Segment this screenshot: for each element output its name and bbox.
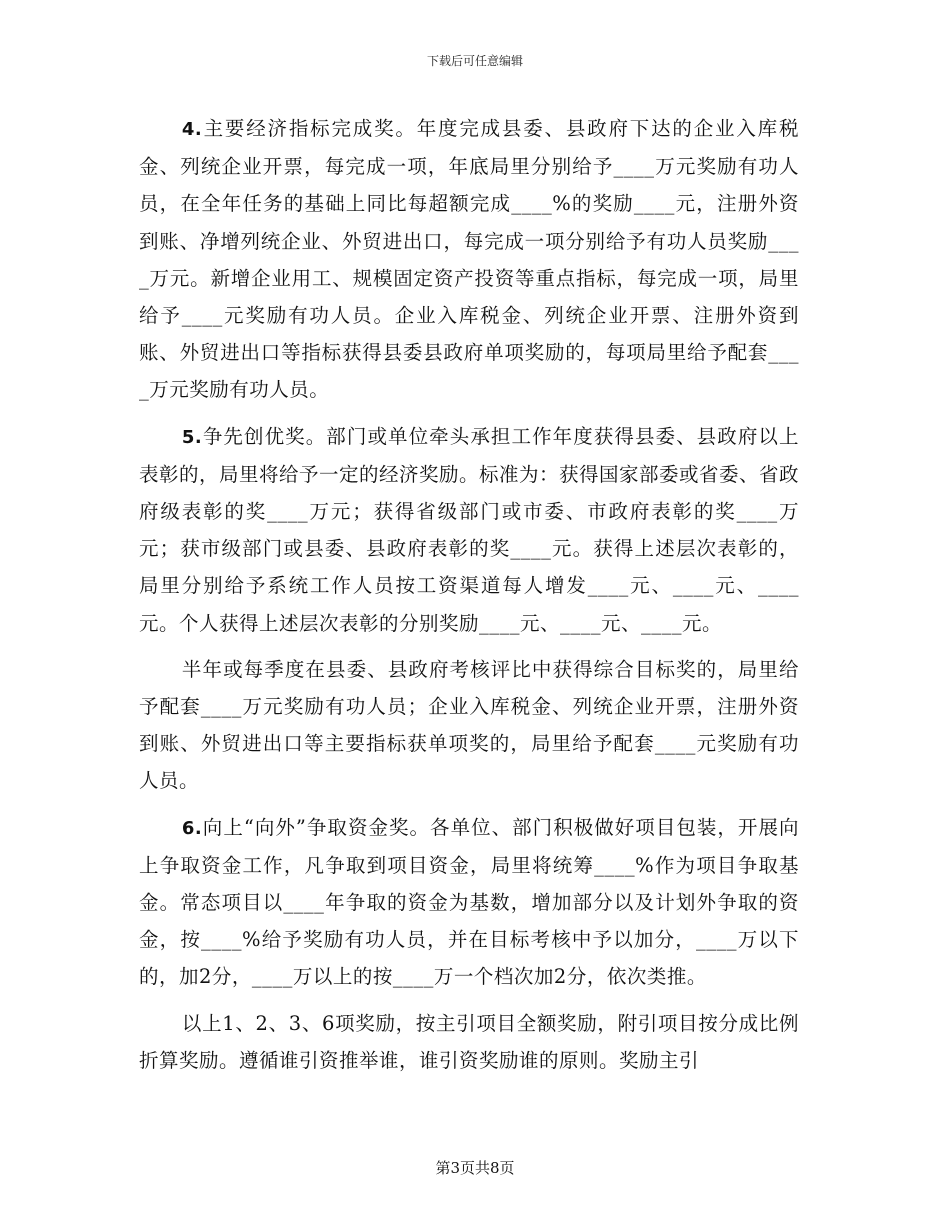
page-header: 下载后可任意编辑: [426, 54, 523, 68]
paragraph-summary: [139, 1005, 799, 1079]
paragraph-text: 以上1、2、3、6项奖励，按主引项目全额奖励，附引项目按分成比例折算奖励。遵循谁引资推举谁，谁引资奖励谁的原则。奖励主引: [139, 1011, 799, 1072]
paragraph-4: [139, 110, 799, 409]
paragraph-text: 向上“向外”争取资金奖。各单位、部门积极做好项目包装，开展向上争取资金工作，凡争取到项目资金，局里将统筹____%作为项目争取基金。常态项目以____年争取的资金为基数，增加部分以及计划外争取的资金，按____%给予奖励有功人员，并在目标考核中予以加分，____万以下的，加2分，____万以上的按____万一个档次加2分，依次类推。: [139, 815, 799, 989]
paragraph-text: 半年或每季度在县委、县政府考核评比中获得综合目标奖的，局里给予配套____万元奖励有功人员；企业入库税金、列统企业开票，注册外资到账、外贸进出口等主要指标获单项奖的，局里给予配套____元奖励有功人员。: [139, 657, 799, 793]
paragraph-number: 5.: [181, 426, 203, 448]
paragraph-5: [139, 418, 799, 642]
paragraph-text: 主要经济指标完成奖。年度完成县委、县政府下达的企业入库税金、列统企业开票，每完成一项，年底局里分别给予____万元奖励有功人员，在全年任务的基础上同比每超额完成____%的奖励____元，注册外资到账、净增列统企业、外贸进出口，每完成一项分别给予有功人员奖励____万元。新增企业用工、规模固定资产投资等重点指标，每完成一项，局里给予____元奖励有功人员。企业入库税金、列统企业开票、注册外资到账、外贸进出口等指标获得县委县政府单项奖励的，每项局里给予配套____万元奖励有功人员。: [139, 117, 799, 402]
paragraph-number: 6.: [181, 817, 203, 839]
paragraph-6: [139, 809, 799, 996]
paragraph-number: 4.: [181, 119, 203, 140]
paragraph-half-year: [139, 651, 799, 800]
document-body: [139, 110, 799, 1088]
paragraph-text: 争先创优奖。部门或单位牵头承担工作年度获得县委、县政府以上表彰的，局里将给予一定的经济奖励。标准为：获得国家部委或省委、省政府级表彰的奖____万元；获得省级部门或市委、市政府表彰的奖____万元；获市级部门或县委、县政府表彰的奖____元。获得上述层次表彰的，局里分别给予系统工作人员按工资渠道每人增发____元、____元、____元。个人获得上述层次表彰的分别奖励____元、____元、____元。: [139, 424, 800, 635]
page-footer: 第3页共8页: [435, 1159, 515, 1177]
